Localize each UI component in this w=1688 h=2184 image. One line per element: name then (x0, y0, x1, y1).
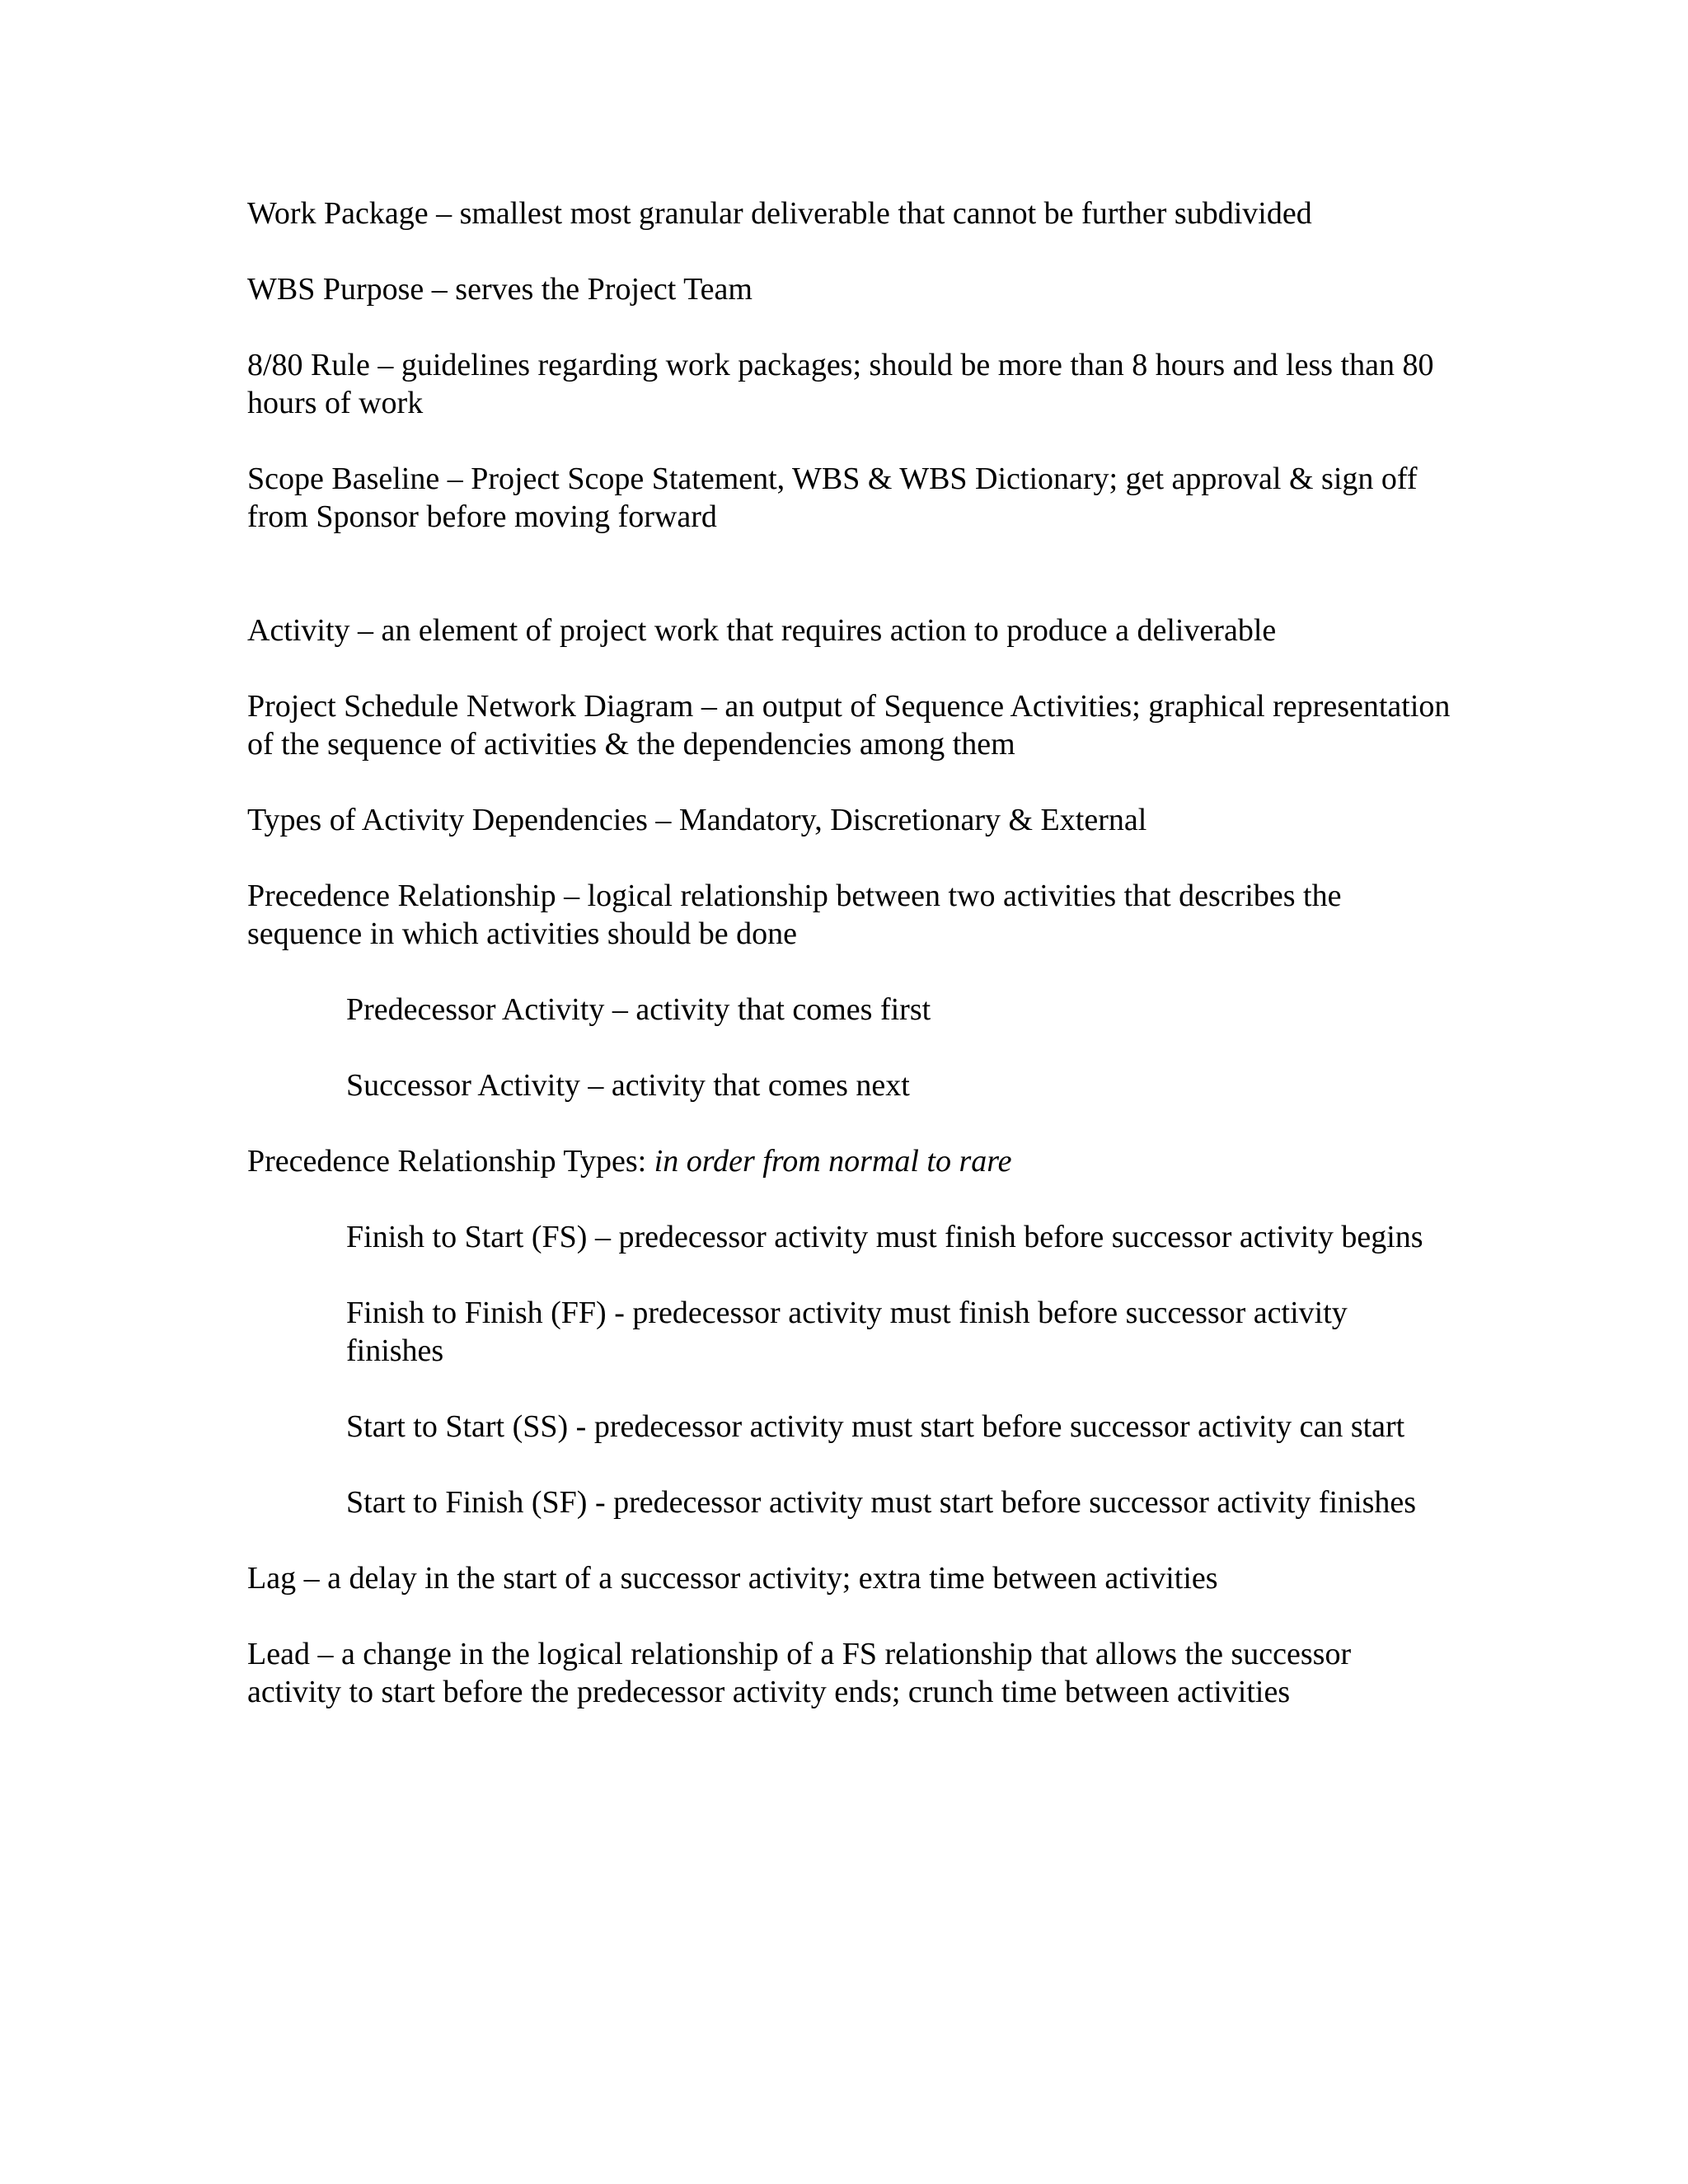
relationship-types-label: Precedence Relationship Types: (247, 1144, 654, 1179)
entry-work-package: Work Package – smallest most granular deliverable that cannot be further subdivided (247, 196, 1312, 231)
entry-start-to-start: Start to Start (SS) - predecessor activity must start before successor activity can start (346, 1409, 1405, 1444)
relationship-types-note: in order from normal to rare (654, 1144, 1012, 1179)
entry-scope-baseline: Scope Baseline – Project Scope Statement, WBS & WBS Dictionary; get approval & sign off from Sponsor before moving forward (247, 462, 1418, 534)
entry-relationship-types (247, 1142, 1451, 1180)
entry-finish-to-start: Finish to Start (FS) – predecessor activity must finish before successor activity begins (346, 1220, 1423, 1254)
entry-finish-to-finish: Finish to Finish (FF) - predecessor activity must finish before successor activity finishes (346, 1296, 1348, 1368)
entry-dependency-types: Types of Activity Dependencies – Mandatory, Discretionary & External (247, 803, 1147, 837)
entry-network-diagram: Project Schedule Network Diagram – an output of Sequence Activities; graphical representation of the sequence of activities & the dependencies among them (247, 689, 1451, 762)
entry-lag: Lag – a delay in the start of a successor activity; extra time between activities (247, 1561, 1218, 1596)
entry-predecessor-activity: Predecessor Activity – activity that comes first (346, 992, 931, 1027)
entry-wbs-purpose: WBS Purpose – serves the Project Team (247, 272, 753, 307)
entry-successor-activity: Successor Activity – activity that comes next (346, 1068, 910, 1103)
entry-8-80-rule: 8/80 Rule – guidelines regarding work packages; should be more than 8 hours and less than 80 hours of work (247, 348, 1434, 420)
entry-lead: Lead – a change in the logical relationship of a FS relationship that allows the successor activity to start before the predecessor activity ends; crunch time between activities (247, 1637, 1352, 1709)
document-body (247, 194, 1451, 1749)
entry-precedence-relationship: Precedence Relationship – logical relationship between two activities that describes the sequence in which activities should be done (247, 879, 1342, 951)
entry-start-to-finish: Start to Finish (SF) - predecessor activity must start before successor activity finishes (346, 1485, 1417, 1520)
entry-activity: Activity – an element of project work that requires action to produce a deliverable (247, 613, 1277, 648)
